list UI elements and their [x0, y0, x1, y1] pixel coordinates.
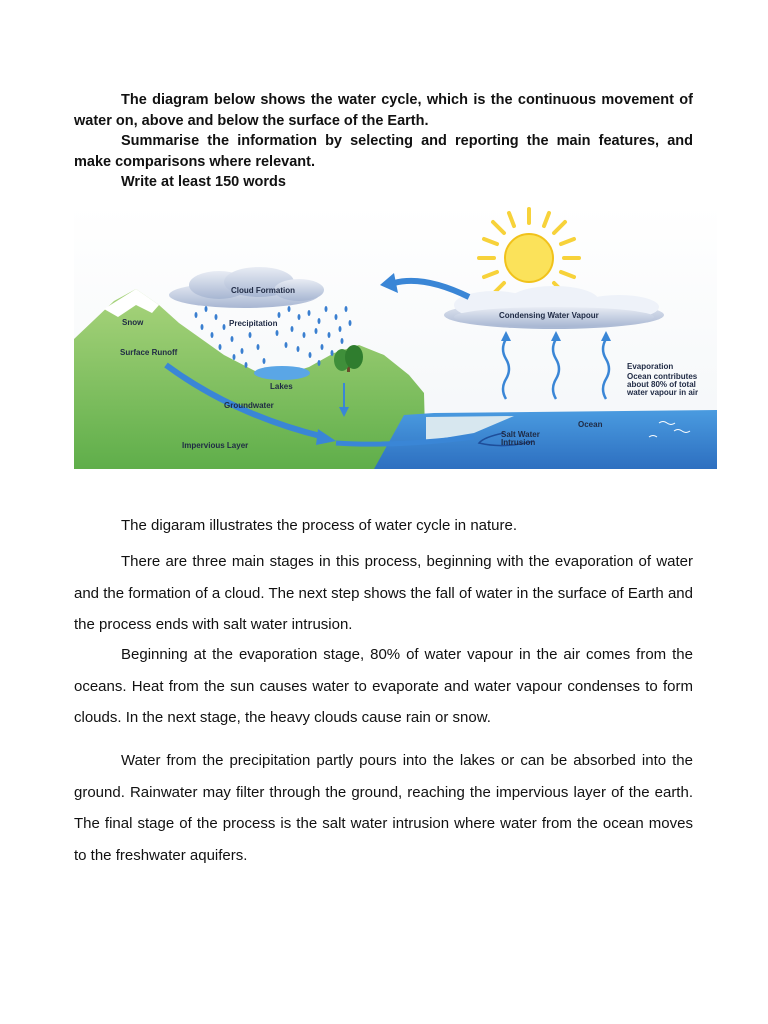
essay-text-4: Water from the precipitation partly pours into the lakes or can be absorbed into the ground. Rainwater may filter through the ground, reaching the impervious layer of the earth. The final stage of the process is the salt water intrusion where water from the ocean moves to the freshwater aquifers. — [74, 752, 693, 864]
label-evaporation: Evaporation — [627, 362, 674, 371]
task-intro: The diagram below shows the water cycle, which is the continuous movement of water on, above and below the surface of the Earth. — [74, 92, 693, 129]
essay-paragraph-2 — [74, 546, 693, 641]
label-condensing-water-vapour: Condensing Water Vapour — [499, 311, 599, 320]
essay-paragraph-1 — [74, 510, 693, 542]
label-precipitation: Precipitation — [229, 319, 278, 328]
task-word-count: Write at least 150 words — [121, 174, 286, 190]
label-ocean: Ocean — [578, 420, 603, 429]
label-cloud-formation: Cloud Formation — [231, 286, 295, 295]
essay-text-2: There are three main stages in this process, beginning with the evaporation of water and the formation of a cloud. The next step shows the fall of water in the surface of Earth and the process ends with salt water intrusion. — [74, 553, 693, 633]
task-instruction: Summarise the information by selecting and reporting the main features, and make comparisons where relevant. — [74, 133, 693, 170]
essay-paragraph-3 — [74, 639, 693, 734]
water-cycle-diagram — [74, 205, 717, 469]
essay-text-1: The digaram illustrates the process of water cycle in nature. — [121, 517, 518, 534]
label-groundwater: Groundwater — [224, 401, 274, 410]
label-surface-runoff: Surface Runoff — [120, 348, 178, 357]
essay-paragraph-4 — [74, 745, 693, 871]
label-evaporation-note-2: about 80% of total — [627, 380, 696, 389]
label-salt-water: Salt Water — [501, 430, 540, 439]
lake — [254, 366, 310, 380]
label-intrusion: Intrusion — [501, 438, 536, 447]
label-lakes: Lakes — [270, 382, 293, 391]
task-prompt — [74, 90, 693, 193]
label-impervious-layer: Impervious Layer — [182, 441, 249, 450]
label-snow: Snow — [122, 318, 144, 327]
label-evaporation-note-1: Ocean contributes — [627, 372, 698, 381]
essay-text-3: Beginning at the evaporation stage, 80% of water vapour in the air comes from the oceans. Heat from the sun causes water to evaporate and water vapour condenses to form clouds. In the next stage, the heavy clouds cause rain or snow. — [74, 646, 693, 726]
label-evaporation-note-3: water vapour in air — [627, 388, 699, 397]
